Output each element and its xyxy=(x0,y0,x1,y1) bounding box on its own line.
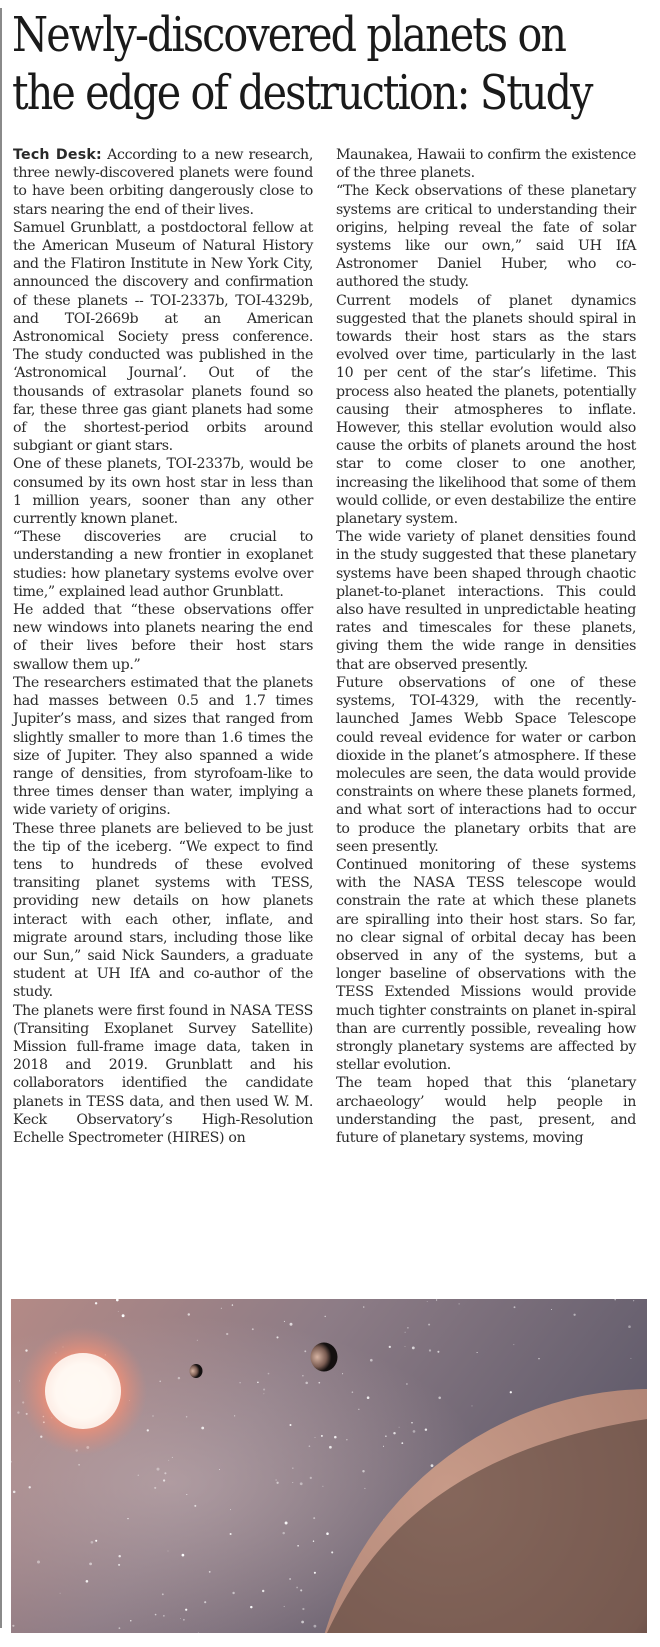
paragraph: He added that “these observations offer new windows into planets nearing the end of their lives before their host stars swallow them up.” xyxy=(13,602,313,673)
star-dot xyxy=(362,1470,364,1472)
star-dot xyxy=(252,1328,254,1330)
star-dot xyxy=(186,1416,188,1418)
star-dot xyxy=(164,1472,166,1474)
star-dot xyxy=(163,1615,164,1616)
star-dot xyxy=(172,1457,173,1458)
paragraph: One of these planets, TOI-2337b, would be consumed by its own host star in less than 1 million years, sooner than any other currently known planet. xyxy=(13,456,313,528)
star-dot xyxy=(178,1377,180,1379)
star-dot xyxy=(406,1383,408,1385)
star-dot xyxy=(147,1429,149,1431)
star-dot xyxy=(310,1477,312,1479)
star-dot xyxy=(305,1382,308,1385)
host-star-core xyxy=(45,1353,121,1429)
star-dot xyxy=(284,1606,285,1607)
star-dot xyxy=(86,1580,89,1583)
star-dot xyxy=(630,1358,631,1359)
paragraph-lead-text: According to a new research, three newly-discovered planets were found to have been orbiting dangerously close to stars nearing the end of their lives. xyxy=(13,147,313,218)
star-dot xyxy=(167,1550,168,1551)
paragraph-lead xyxy=(13,146,313,219)
star-dot xyxy=(321,1435,323,1437)
star-dot xyxy=(401,1442,403,1444)
star-dot xyxy=(413,1430,416,1433)
star-dot xyxy=(318,1382,320,1384)
star-dot xyxy=(407,1327,409,1329)
star-dot xyxy=(346,1439,347,1440)
paragraph: The wide variety of planet densities found in the study suggested that these planetary systems have been shaped through chaotic planet-to-planet interactions. This could also have resulted in unpredictable heating rates and timescales for these planets, giving them the wide range in densities that are observed presently. xyxy=(336,529,636,673)
star-dot xyxy=(301,1621,304,1624)
star-dot xyxy=(309,1445,311,1447)
star-dot xyxy=(226,1333,228,1335)
star-dot xyxy=(628,1325,631,1328)
star-dot xyxy=(276,1336,278,1338)
star-dot xyxy=(209,1571,211,1573)
star-dot xyxy=(95,1302,97,1304)
star-dot xyxy=(385,1435,386,1436)
star-dot xyxy=(370,1359,373,1362)
star-dot xyxy=(275,1479,276,1480)
star-dot xyxy=(292,1468,293,1469)
article-illustration xyxy=(11,1299,647,1633)
star-dot xyxy=(155,1614,157,1616)
article-headline xyxy=(12,6,592,122)
star-dot xyxy=(230,1509,231,1510)
star-dot xyxy=(29,1486,31,1488)
paragraph: The researchers estimated that the planets had masses between 0.5 and 1.7 times Jupiter’s mass, and sizes that ranged from slightly smaller to more than 1.6 times the size of Jupiter. They also spanned a wide range of densities, from styrofoam-like to three times denser than water, implying a wide variety of origins. xyxy=(13,674,313,819)
star-dot xyxy=(232,1304,233,1305)
star-dot xyxy=(204,1601,206,1603)
star-dot xyxy=(431,1464,434,1467)
star-dot xyxy=(163,1479,165,1481)
star-dot xyxy=(411,1422,412,1423)
star-dot xyxy=(367,1396,370,1399)
star-dot xyxy=(412,1347,415,1350)
star-dot xyxy=(234,1415,235,1416)
paragraph: Samuel Grunblatt, a postdoctoral fellow at the American Museum of Natural History and the Flatiron Institute in New York City, announced the discovery and confirmation of these planets -- TOI-2337b, TOI-4329b, and TOI-2669b at an American Astronomical Society press conference. The study conducted was published in the ‘Astronomical Journal’. Out of the thousands of extrasolar planets found so far, these three gas giant planets had some of the shortest-period orbits around subgiant or giant stars. xyxy=(13,219,313,455)
star-dot xyxy=(427,1301,428,1302)
star-dot xyxy=(159,1380,161,1382)
star-dot xyxy=(329,1446,332,1449)
paragraph: “The Keck observations of these planetary systems are critical to understanding their origins, helping reveal the fate of solar systems like our own,” said UH IfA Astronomer Daniel Huber, who co-authored the study. xyxy=(336,183,636,291)
star-dot xyxy=(188,1313,190,1315)
star-dot xyxy=(313,1625,316,1628)
star-dot xyxy=(315,1437,316,1438)
star-dot xyxy=(383,1446,384,1447)
star-dot xyxy=(302,1608,304,1610)
star-dot xyxy=(313,1541,314,1542)
star-dot xyxy=(197,1340,198,1341)
star-dot xyxy=(363,1306,365,1308)
star-dot xyxy=(118,1555,120,1557)
star-dot xyxy=(513,1344,514,1345)
star-dot xyxy=(262,1590,264,1592)
star-dot xyxy=(633,1300,634,1301)
star-dot xyxy=(352,1391,354,1393)
star-dot xyxy=(428,1324,430,1326)
left-column-rule xyxy=(0,8,2,1628)
star-dot xyxy=(472,1405,473,1406)
headline-line-1: Newly-discovered planets on xyxy=(12,7,566,63)
star-dot xyxy=(13,1491,16,1494)
star-dot xyxy=(154,1487,156,1489)
star-dot xyxy=(334,1436,337,1439)
star-dot xyxy=(405,1346,406,1347)
star-dot xyxy=(437,1351,439,1353)
star-dot xyxy=(230,1533,232,1535)
star-dot xyxy=(162,1593,164,1595)
star-dot xyxy=(221,1308,222,1309)
star-dot xyxy=(25,1349,27,1351)
paragraph: “These discoveries are crucial to understanding a new frontier in exoplanet studies: how planetary systems evolve over time,” explained lead author Grunblatt. xyxy=(13,529,313,600)
star-dot xyxy=(91,1541,94,1544)
star-dot xyxy=(304,1350,306,1352)
paragraph: The planets were first found in NASA TESS (Transiting Exoplanet Survey Satellite) Mission full-frame image data, taken in 2018 and 2019. Grunblatt and his collaborators identified the candidate planets in TESS data, and then used W. M. Keck Observatory’s High-Resolution Echelle Spectrometer (HIRES) on xyxy=(13,1002,313,1146)
paragraph: The team hoped that this ‘planetary archaeology’ would help people in understanding the past, present, and future of planetary systems, moving xyxy=(336,1075,636,1146)
star-dot xyxy=(157,1468,160,1471)
star-dot xyxy=(324,1316,325,1317)
star-dot xyxy=(296,1587,298,1589)
star-dot xyxy=(292,1482,293,1483)
paragraph: Future observations of one of these systems, TOI-4329, with the recently-launched James Webb Space Telescope could reveal evidence for water or carbon dioxide in the planet’s atmosphere. If these molecules are seen, the data would provide constraints on where these planets formed, and what sort of interactions had to occur to produce the planetary orbits that are seen presently. xyxy=(336,674,636,855)
star-dot xyxy=(322,1486,323,1487)
star-dot xyxy=(118,1311,119,1312)
star-dot xyxy=(302,1375,303,1376)
star-dot xyxy=(95,1540,97,1542)
star-dot xyxy=(477,1352,478,1353)
star-dot xyxy=(573,1314,575,1316)
star-dot xyxy=(358,1409,359,1410)
star-dot xyxy=(138,1475,140,1477)
star-dot xyxy=(219,1469,220,1470)
star-dot xyxy=(198,1632,199,1633)
star-dot xyxy=(12,1625,14,1627)
star-dot xyxy=(425,1428,427,1430)
star-dot xyxy=(183,1619,185,1621)
star-dot xyxy=(276,1482,278,1484)
star-dot xyxy=(300,1589,302,1591)
star-dot xyxy=(326,1532,329,1535)
star-dot xyxy=(551,1309,552,1310)
star-dot xyxy=(389,1346,391,1348)
star-dot xyxy=(436,1299,437,1300)
star-dot xyxy=(37,1561,40,1564)
small-planet xyxy=(190,1364,203,1378)
star-dot xyxy=(263,1388,265,1390)
star-dot xyxy=(393,1432,395,1434)
star-dot xyxy=(268,1373,270,1375)
kicker-tech-desk: Tech Desk: xyxy=(13,147,102,163)
star-dot xyxy=(405,1332,406,1333)
star-dot xyxy=(232,1592,234,1594)
article-column-right xyxy=(336,146,636,1147)
star-dot xyxy=(538,1358,540,1360)
star-dot xyxy=(152,1415,153,1416)
space-illustration xyxy=(11,1299,647,1633)
star-dot xyxy=(514,1306,516,1308)
paragraph: These three planets are believed to be just the tip of the iceberg. “We expect to find tens to hundreds of these evolved transiting planet systems with TESS, providing new details on how planets interact with each other, inflate, and migrate around stars, including those like our Sun,” said Nick Saunders, a graduate student at UH IfA and co-author of the study. xyxy=(13,820,313,1001)
headline-line-2: the edge of destruction: Study xyxy=(12,65,592,121)
star-dot xyxy=(314,1572,316,1574)
star-dot xyxy=(185,1609,187,1611)
star-dot xyxy=(510,1391,512,1393)
article-column-left xyxy=(13,146,313,1147)
star-dot xyxy=(60,1593,61,1594)
star-dot xyxy=(89,1563,92,1566)
star-dot xyxy=(168,1460,169,1461)
paragraph: Continued monitoring of these systems with the NASA TESS telescope would constrain the rate at which these planets are spiralling into their host stars. So far, no clear signal of orbital decay has been observed in any of the systems, but a longer baseline of observations with the TESS Extended Missions would provide much tighter constraints on planet in-spiral than are currently possible, revealing how strongly planetary systems are affected by stellar evolution. xyxy=(336,856,636,1074)
star-dot xyxy=(122,1314,125,1317)
star-dot xyxy=(264,1393,265,1394)
star-dot xyxy=(130,1620,131,1621)
star-dot xyxy=(118,1564,120,1566)
star-dot xyxy=(313,1517,315,1519)
star-dot xyxy=(194,1505,196,1507)
star-dot xyxy=(250,1606,252,1608)
star-dot xyxy=(78,1464,80,1466)
star-dot xyxy=(364,1488,365,1489)
star-dot xyxy=(201,1427,204,1430)
star-dot xyxy=(342,1373,343,1374)
star-dot xyxy=(180,1618,181,1619)
star-dot xyxy=(399,1427,400,1428)
star-dot xyxy=(290,1424,292,1426)
star-dot xyxy=(127,1518,128,1519)
star-dot xyxy=(438,1397,441,1400)
paragraph: Maunakea, Hawaii to confirm the existence of the three planets. xyxy=(336,147,636,182)
paragraph: Current models of planet dynamics suggested that the planets should spiral in towards their host stars as the stars evolved over time, particularly in the last 10 per cent of the star’s lifetime. This process also heated the planets, potentially causing their atmospheres to inflate. However, this stellar evolution would also cause the orbits of planets around the host star to come closer to one another, increasing the likelihood that some of them would collide, or even destabilize the entire planetary system. xyxy=(336,292,636,528)
star-dot xyxy=(290,1323,293,1326)
star-dot xyxy=(331,1551,333,1553)
medium-planet xyxy=(311,1343,338,1372)
star-dot xyxy=(459,1303,460,1304)
star-dot xyxy=(17,1411,19,1413)
star-dot xyxy=(282,1532,284,1534)
star-dot xyxy=(297,1545,299,1547)
star-dot xyxy=(239,1382,240,1383)
star-dot xyxy=(186,1494,187,1495)
star-dot xyxy=(289,1578,291,1580)
star-dot xyxy=(429,1349,431,1351)
star-dot xyxy=(284,1321,285,1322)
star-dot xyxy=(285,1522,288,1525)
star-dot xyxy=(182,1554,185,1557)
star-dot xyxy=(119,1627,121,1629)
star-dot xyxy=(300,1482,303,1485)
star-dot xyxy=(257,1382,258,1383)
